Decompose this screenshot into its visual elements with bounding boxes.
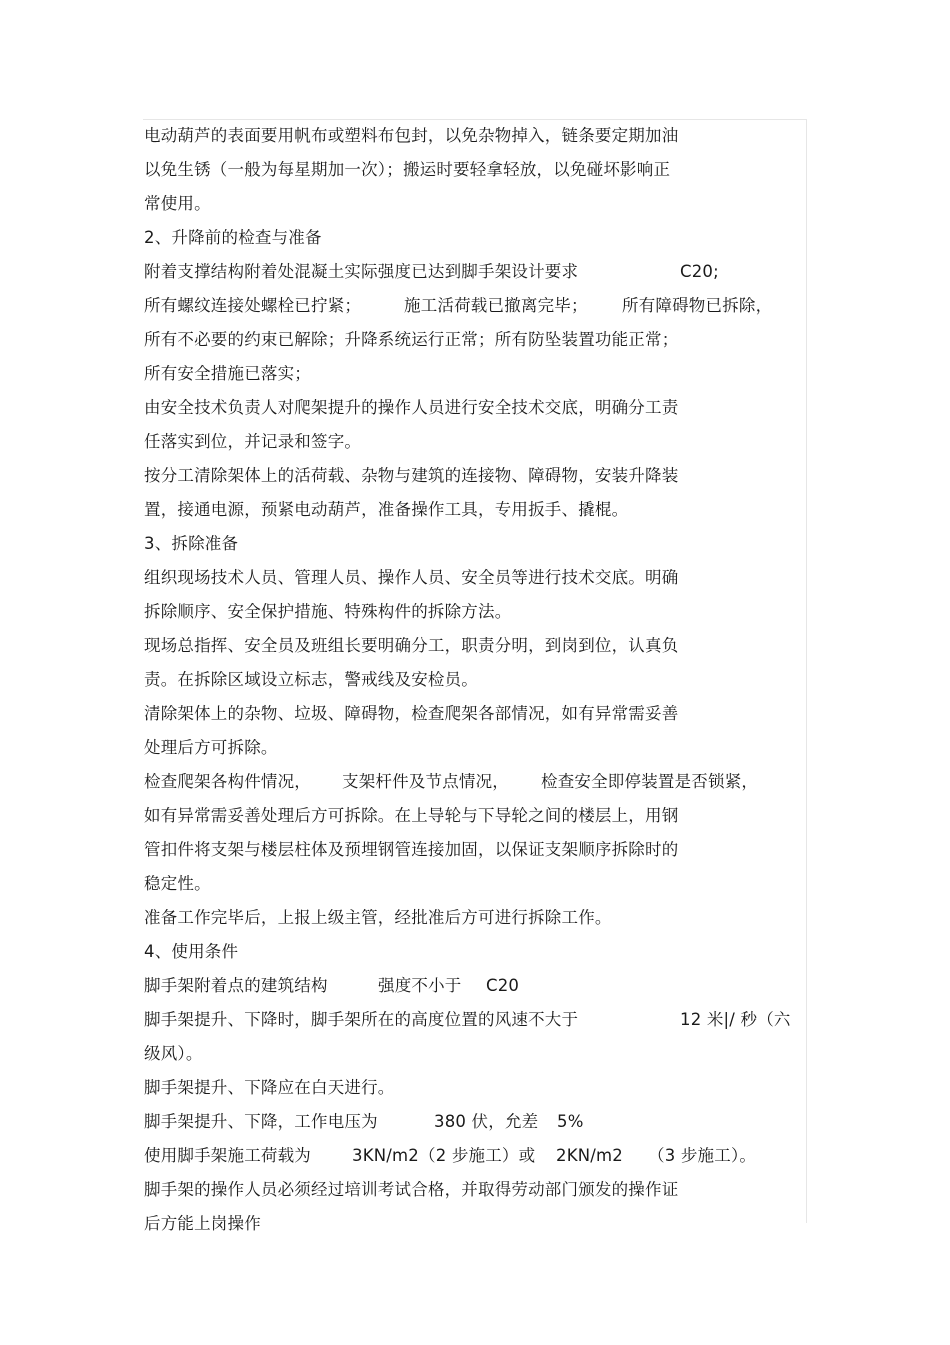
page-border-right	[806, 119, 807, 1223]
page-border-top	[143, 119, 807, 120]
document-page: 电动葫芦的表面要用帆布或塑料布包封，以免杂物掉入，链条要定期加油 以免生锈（一般为每星期加一次）；搬运时要轻拿轻放，以免碰坏影响正 常使用。 2、升降前的检查与准备 附着支撑结构附着处混凝土实际强度已达到脚手架设计要求 C20; 所有螺纹连接处螺栓已拧紧； 施工活荷载已撤离完毕； 所有障碍物已拆除， 所有不必要的约束已解除；升降系统运行正常；所有防坠装置功能正常； 所有安全措施已落实； 由安全技术负责人对爬架提升的操作人员进行安全技术交底，明确分工责 任落实到位，并记录和签字。 按分工清除架体上的活荷载、杂物与建筑的连接物、障碍物，安装升降装 置，接通电源，预紧电动葫芦，准备操作工具，专用扳手、撬棍。 3、拆除准备 组织现场技术人员、管理人员、操作人员、安全员等进行技术交底。明确 拆除顺序、安全保护措施、特殊构件的拆除方法。 现场总指挥、安全员及班组长要明确分工，职责分明，到岗到位，认真负 责。在拆除区域设立标志，警戒线及安检员。 清除架体上的杂物、垃圾、障碍物，检查爬架各部情况，如有异常需妥善 处理后方可拆除。 检查爬架各构件情况， 支架杆件及节点情况， 检查安全即停装置是否锁紧， 如有异常需妥善处理后方可拆除。在上导轮与下导轮之间的楼层上，用钢 管扣件将支架与楼层柱体及预埋钢管连接加固，以保证支架顺序拆除时的 稳定性。 准备工作完毕后，上报上级主管，经批准后方可进行拆除工作。 4、使用条件 脚手架附着点的建筑结构 强度不小于 C20 脚手架提升、下降时，脚手架所在的高度位置的风速不大于 12 米|/ 秒（六 级风）。 脚手架提升、下降应在白天进行。 脚手架提升、下降，工作电压为 380 伏，允差 5% 使用脚手架施工荷载为 3KN/m2（2 步施工）或 2KN/m2 （3 步施工）。 脚手架的操作人员必须经过培训考试合格，并取得劳动部门颁发的操作证 后方能上岗操作	[0, 0, 950, 1345]
